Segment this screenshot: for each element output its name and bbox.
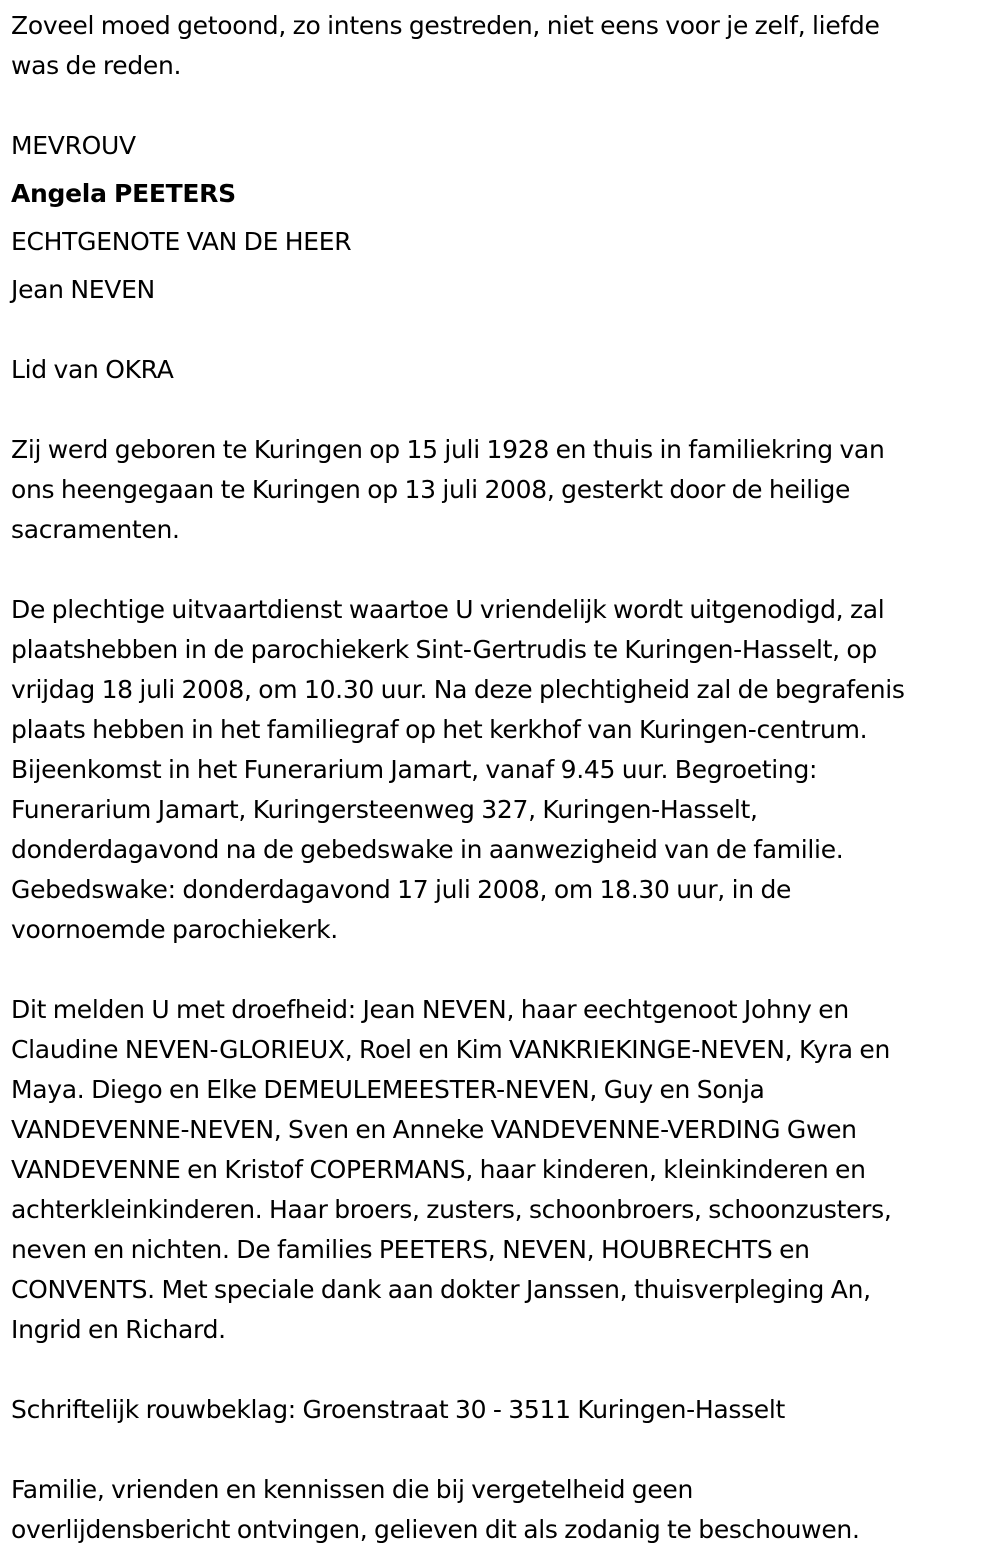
paragraph-line: ons heengegaan te Kuringen op 13 juli 2008, gesterkt door de heilige — [11, 475, 851, 504]
announcement-paragraph — [11, 990, 991, 1350]
paragraph-line: sacramenten. — [11, 515, 180, 544]
birth-death-paragraph — [11, 430, 991, 550]
obituary-document — [11, 6, 991, 1550]
paragraph-line: Funerarium Jamart, Kuringersteenweg 327, Kuringen-Hasselt, — [11, 795, 758, 824]
intro-line: was de reden. — [11, 51, 182, 80]
paragraph-line: overlijdensbericht ontvingen, gelieven dit als zodanig te beschouwen. — [11, 1515, 860, 1544]
paragraph-line: De plechtige uitvaartdienst waartoe U vriendelijk wordt uitgenodigd, zal — [11, 595, 885, 624]
paragraph-line: CONVENTS. Met speciale dank aan dokter Janssen, thuisverpleging An, — [11, 1275, 871, 1304]
deceased-name: Angela PEETERS — [11, 179, 236, 208]
membership: Lid van OKRA — [11, 355, 174, 384]
paragraph-line: Dit melden U met droefheid: Jean NEVEN, haar eechtgenoot Johny en — [11, 995, 849, 1024]
closing-paragraph — [11, 1470, 991, 1550]
paragraph-line: Claudine NEVEN-GLORIEUX, Roel en Kim VANKRIEKINGE-NEVEN, Kyra en — [11, 1035, 890, 1064]
honorific-title: MEVROUV — [11, 131, 136, 160]
paragraph-line: plaatshebben in de parochiekerk Sint-Gertrudis te Kuringen-Hasselt, op — [11, 635, 877, 664]
paragraph-line: neven en nichten. De families PEETERS, NEVEN, HOUBRECHTS en — [11, 1235, 810, 1264]
service-paragraph — [11, 590, 991, 950]
paragraph-line: VANDEVENNE en Kristof COPERMANS, haar kinderen, kleinkinderen en — [11, 1155, 866, 1184]
paragraph-line: vrijdag 18 juli 2008, om 10.30 uur. Na deze plechtigheid zal de begrafenis — [11, 675, 905, 704]
intro-verse — [11, 6, 991, 86]
paragraph-line: donderdagavond na de gebedswake in aanwezigheid van de familie. — [11, 835, 844, 864]
intro-line: Zoveel moed getoond, zo intens gestreden, niet eens voor je zelf, liefde — [11, 11, 880, 40]
paragraph-line: Gebedswake: donderdagavond 17 juli 2008, om 18.30 uur, in de — [11, 875, 792, 904]
paragraph-line: VANDEVENNE-NEVEN, Sven en Anneke VANDEVENNE-VERDING Gwen — [11, 1115, 857, 1144]
relation-label: ECHTGENOTE VAN DE HEER — [11, 227, 352, 256]
spouse-name: Jean NEVEN — [11, 275, 155, 304]
paragraph-line: achterkleinkinderen. Haar broers, zusters, schoonbroers, schoonzusters, — [11, 1195, 892, 1224]
paragraph-line: voornoemde parochiekerk. — [11, 915, 338, 944]
paragraph-line: Zij werd geboren te Kuringen op 15 juli 1928 en thuis in familiekring van — [11, 435, 885, 464]
paragraph-line: Ingrid en Richard. — [11, 1315, 226, 1344]
condolences-address: Schriftelijk rouwbeklag: Groenstraat 30 - 3511 Kuringen-Hasselt — [11, 1395, 786, 1424]
paragraph-line: Bijeenkomst in het Funerarium Jamart, vanaf 9.45 uur. Begroeting: — [11, 755, 818, 784]
paragraph-line: Familie, vrienden en kennissen die bij vergetelheid geen — [11, 1475, 694, 1504]
paragraph-line: plaats hebben in het familiegraf op het kerkhof van Kuringen-centrum. — [11, 715, 868, 744]
paragraph-line: Maya. Diego en Elke DEMEULEMEESTER-NEVEN, Guy en Sonja — [11, 1075, 765, 1104]
